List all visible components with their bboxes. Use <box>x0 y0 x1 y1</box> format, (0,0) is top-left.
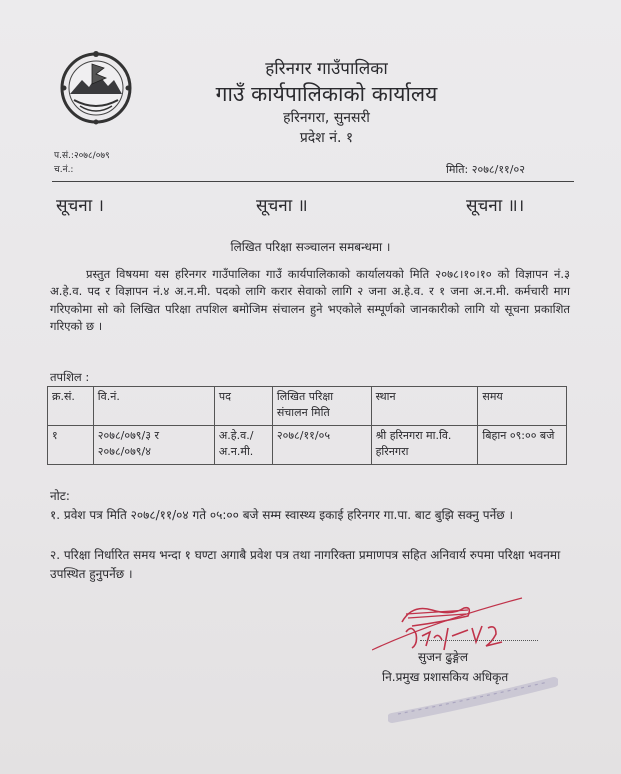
office-stamp-icon <box>388 674 558 724</box>
table-header-cell: स्थान <box>371 387 478 426</box>
table-row <box>48 426 567 465</box>
table-header-cell: लिखित परिक्षा संचालन मिति <box>272 387 371 426</box>
schedule-label: तपशिल : <box>50 370 90 384</box>
signatory-name: सुजन ढुङ्गेल <box>418 650 468 664</box>
office-name-line: हरिनगर गाउँपालिका <box>265 59 388 79</box>
table-header-row <box>48 387 567 426</box>
table-header-cell: समय <box>478 387 567 426</box>
table-cell: २०७८/११/०५ <box>272 426 371 465</box>
table-cell: बिहान ०९:०० बजे <box>478 426 567 465</box>
notice-heading-center: सूचना ॥ <box>256 196 308 216</box>
signature-line <box>420 640 538 641</box>
note-item: २. परिक्षा निर्धारित समय भन्दा १ घण्टा अगाबै प्रवेश पत्र तथा नागरिक्ता प्रमाणपत्र सहित अनिवार्य रुपमा परिक्षा भवनमा उपस्थित हुनुपर्नेछ । <box>50 548 561 581</box>
table-cell: १ <box>48 426 94 465</box>
note-item: १. प्रवेश पत्र मिति २०७८/११/०४ गते ०५:०० बजे सम्म स्वास्थ्य इकाई हरिनगर गा.पा. बाट बुझि सक्नु पर्नेछ । <box>50 508 514 522</box>
province-line: प्रदेश नं. १ <box>299 130 354 146</box>
notes-label: नोट: <box>50 489 70 503</box>
header-divider <box>52 181 574 182</box>
document-date: मिति: २०७८/११/०२ <box>446 163 525 176</box>
subject-line: लिखित परिक्षा सञ्चालन समबन्धमा । <box>230 240 391 254</box>
table-header-cell: वि.नं. <box>93 387 214 426</box>
notice-heading-left: सूचना । <box>56 196 104 216</box>
dispatch-number: च.नं.: <box>54 165 74 175</box>
table-header-cell: क्र.सं. <box>48 387 94 426</box>
notice-heading-right: सूचना ॥। <box>466 196 525 216</box>
table-cell: अ.हे.व./ अ.न.मी. <box>214 426 272 465</box>
office-title: गाउँ कार्यपालिकाको कार्यालय <box>215 82 438 106</box>
table-cell: २०७८/०७९/३ र २०७८/०७९/४ <box>93 426 214 465</box>
body-paragraph: प्रस्तुत विषयमा यस हरिनगर गाउँपालिका गाउँ कार्यपालिकाको कार्यालयको मिति २०७८।१०।१० को विज्ञापन नं.३ अ.हे.व. पद र विज्ञापन नं.४ अ.न.मी. पदको लागि करार सेवाको लागि २ जना अ.हे.व. र १ जना अ.न.मी. कर्मचारी माग गरिएकोमा सो को लिखित परिक्षा तपशिल बमोजिम संचालन हुने भएकोले सम्पूर्णको जानकारीको लागि यो सूचना प्रकाशित गरिएको छ । <box>50 267 570 333</box>
reference-number: प.सं.:२०७८/०७९ <box>54 151 110 161</box>
table-header-cell: पद <box>214 387 272 426</box>
office-address: हरिनगरा, सुनसरी <box>283 110 370 126</box>
signatory-title: नि.प्रमुख प्रशासकिय अधिकृत <box>382 670 509 684</box>
table-cell: श्री हरिनगरा मा.वि. हरिनगरा <box>371 426 478 465</box>
schedule-table <box>47 386 567 465</box>
